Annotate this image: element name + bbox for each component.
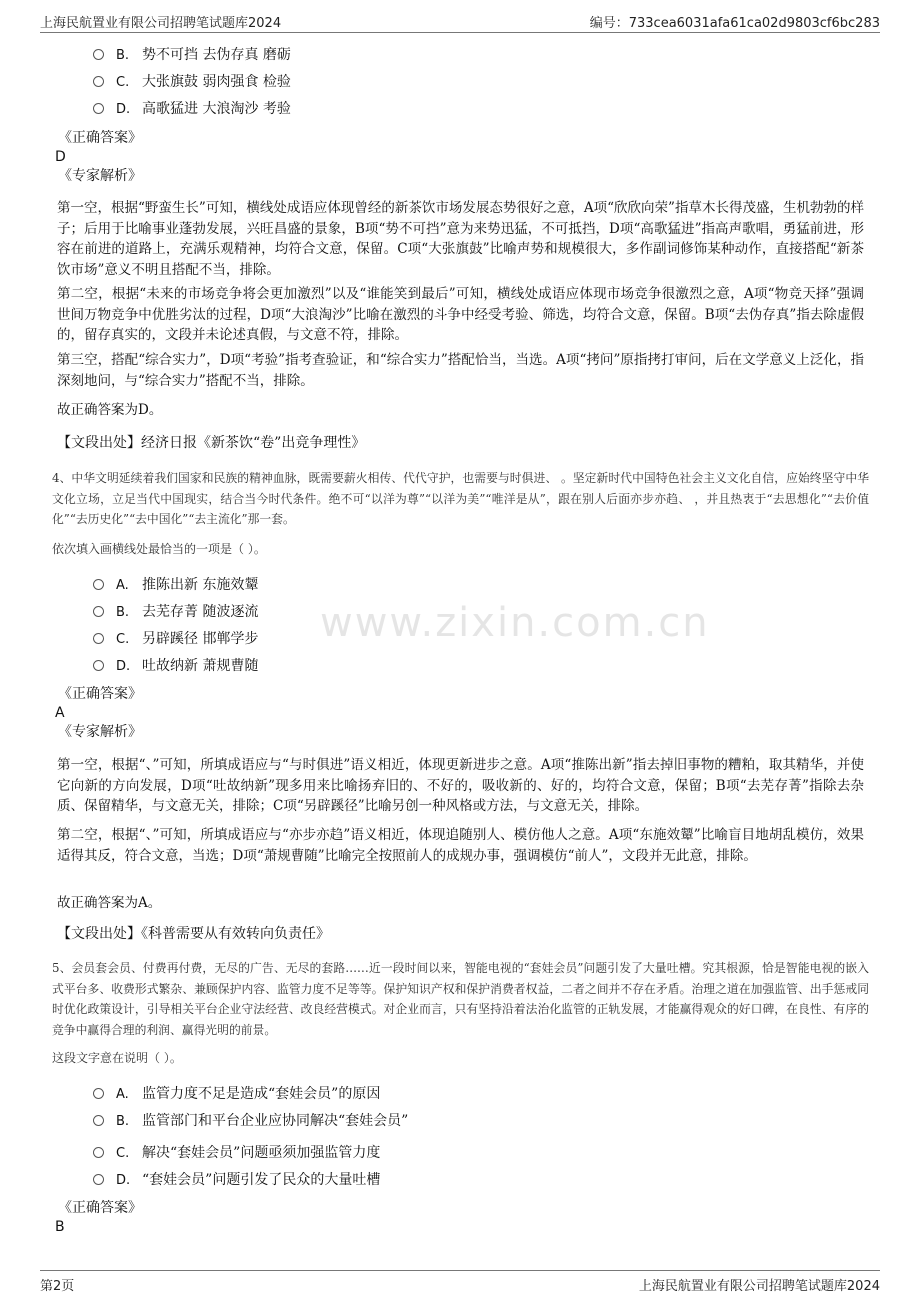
q5-answer: B <box>55 1219 65 1235</box>
radio-icon[interactable] <box>93 1174 104 1185</box>
q4-stem: 4、中华文明延续着我们国家和民族的精神血脉，既需要薪火相传、代代守护，也需要与时俱进、 。坚定新时代中国特色社会主义文化自信，应始终坚守中华文化立场，立足当代中国现实，结合当今时代条件。绝不可“以洋为尊”“以洋为美”“唯洋是从”，跟在别人后面亦步亦趋、 ，并且热衷于“去思想化”“去价值化”“去历史化”“去中国化”“去主流化”那一套。 <box>52 471 869 526</box>
q3-option-b[interactable]: B. 势不可挡 去伪存真 磨砺 <box>93 44 291 66</box>
q3-option-d[interactable]: D. 高歌猛进 大浪淘沙 考验 <box>93 98 291 120</box>
q4-option-c[interactable]: C. 另辟蹊径 邯郸学步 <box>93 628 258 650</box>
page-header <box>40 10 880 33</box>
header-title: 上海民航置业有限公司招聘笔试题库2024 <box>40 16 282 31</box>
q4-analysis-1: 第一空，根据“、”可知，所填成语应与“与时俱进”语义相近，体现更新进步之意。A项“推陈出新”指去掉旧事物的糟粕，取其精华，并使它向新的方向发展，D项“吐故纳新”现多用来比喻扬弃旧的、不好的，吸收新的、好的，均符合文意，保留；B项“去芜存菁”指除去杂质、保留精华，与文意无关，排除；C项“另辟蹊径”比喻另创一种风格或方法，与文意无关，排除。 <box>57 757 864 814</box>
radio-icon[interactable] <box>93 633 104 644</box>
q3-analysis-4: 故正确答案为D。 <box>57 402 163 418</box>
radio-icon[interactable] <box>93 103 104 114</box>
radio-icon[interactable] <box>93 49 104 60</box>
q5-option-a[interactable]: A. 监管力度不足是造成“套娃会员”的原因 <box>93 1083 380 1105</box>
header-serial: 编号：733cea6031afa61ca02d9803cf6bc283 <box>589 16 880 31</box>
page-number: 第2页 <box>40 1279 75 1294</box>
radio-icon[interactable] <box>93 660 104 671</box>
q3-source: 【文段出处】经济日报《新茶饮“卷”出竞争理性》 <box>57 435 366 451</box>
q3-answer-label: 《正确答案》 <box>58 130 142 146</box>
q3-analysis-label: 《专家解析》 <box>58 168 142 184</box>
q4-analysis-label: 《专家解析》 <box>58 724 142 740</box>
q5-prompt: 这段文字意在说明（ ）。 <box>52 1051 182 1065</box>
q5-option-d[interactable]: D. “套娃会员”问题引发了民众的大量吐槽 <box>93 1169 380 1191</box>
footer-title: 上海民航置业有限公司招聘笔试题库2024 <box>638 1279 880 1294</box>
q4-option-d[interactable]: D. 吐故纳新 萧规曹随 <box>93 655 258 677</box>
q4-option-b[interactable]: B. 去芜存菁 随波逐流 <box>93 601 258 623</box>
q4-source: 【文段出处】《科普需要从有效转向负责任》 <box>57 926 330 942</box>
q5-stem: 5、会员套会员、付费再付费，无尽的广告、无尽的套路……近一段时间以来，智能电视的“套娃会员”问题引发了大量吐槽。究其根源，恰是智能电视的嵌入式平台多、收费形式繁杂、兼顾保护内容、监管力度不足等等。保护知识产权和保护消费者权益，二者之间并不存在矛盾。治理之道在加强监管、出手惩戒同时优化政策设计，引导相关平台企业守法经营、改良经营模式。对企业而言，只有坚持沿着法治化监管的正轨发展，才能赢得观众的好口碑，在良性、有序的竞争中赢得合理的利润、赢得光明的前景。 <box>52 961 869 1037</box>
q4-answer: A <box>55 705 65 721</box>
q3-analysis-2: 第二空，根据“未来的市场竞争将会更加激烈”以及“谁能笑到最后”可知，横线处成语应体现市场竞争很激烈之意，A项“物竞天择”强调世间万物竞争中优胜劣汰的过程，D项“大浪淘沙”比喻在激烈的斗争中经受考验、筛选，均符合文意，保留。B项“去伪存真”指去除虚假的，留存真实的，文段并未论述真假，与文意不符，排除。 <box>57 286 864 343</box>
radio-icon[interactable] <box>93 1115 104 1126</box>
radio-icon[interactable] <box>93 579 104 590</box>
q3-analysis-3: 第三空，搭配“综合实力”，D项“考验”指考查验证，和“综合实力”搭配恰当，当选。A项“拷问”原指拷打审问，后在文学意义上泛化，指深刻地问，与“综合实力”搭配不当，排除。 <box>57 352 864 389</box>
radio-icon[interactable] <box>93 606 104 617</box>
q4-analysis-3: 故正确答案为A。 <box>57 895 162 911</box>
radio-icon[interactable] <box>93 1088 104 1099</box>
q4-prompt: 依次填入画横线处最恰当的一项是（ ）。 <box>52 542 266 556</box>
q3-answer: D <box>55 149 66 165</box>
radio-icon[interactable] <box>93 76 104 87</box>
q3-analysis-1: 第一空，根据“野蛮生长”可知，横线处成语应体现曾经的新茶饮市场发展态势很好之意，A项“欣欣向荣”指草木长得茂盛，生机勃勃的样子；后用于比喻事业蓬勃发展，兴旺昌盛的景象，B项“势不可挡”意为来势迅猛，不可抵挡，D项“高歌猛进”指高声歌唱，勇猛前进，形容在前进的道路上，充满乐观精神，均符合文意，保留。C项“大张旗鼓”比喻声势和规模很大，多作副词修饰某种动作，直接搭配“新茶饮市场”意义不明且搭配不当，排除。 <box>57 200 864 278</box>
q5-option-c[interactable]: C. 解决“套娃会员”问题亟须加强监管力度 <box>93 1142 380 1164</box>
q4-answer-label: 《正确答案》 <box>58 686 142 702</box>
watermark: www.zixin.com.cn <box>320 600 710 646</box>
page-footer <box>40 1270 880 1295</box>
q5-option-b[interactable]: B. 监管部门和平台企业应协同解决“套娃会员” <box>93 1110 408 1132</box>
q4-analysis-2: 第二空，根据“、”可知，所填成语应与“亦步亦趋”语义相近，体现追随别人、模仿他人之意。A项“东施效颦”比喻盲目地胡乱模仿，效果适得其反，符合文意，当选；D项“萧规曹随”比喻完全按照前人的成规办事，强调模仿“前人”，文段并无此意，排除。 <box>57 827 864 864</box>
q4-option-a[interactable]: A. 推陈出新 东施效颦 <box>93 574 258 596</box>
q3-option-c[interactable]: C. 大张旗鼓 弱肉强食 检验 <box>93 71 291 93</box>
q5-answer-label: 《正确答案》 <box>58 1200 142 1216</box>
radio-icon[interactable] <box>93 1147 104 1158</box>
